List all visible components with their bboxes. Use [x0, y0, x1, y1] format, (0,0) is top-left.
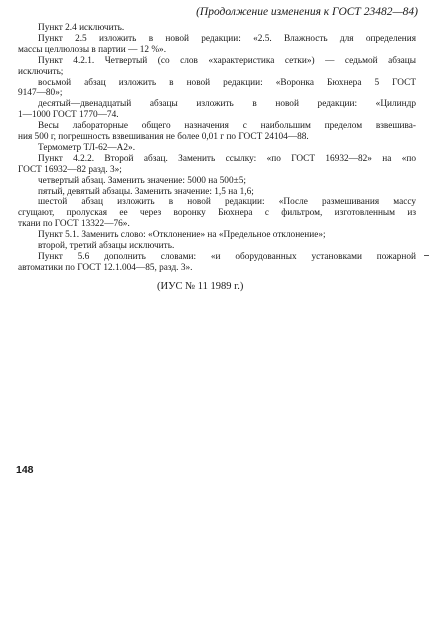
- text-line: десятый—двенадцатый абзацы изложить в новой редакции: «Цилиндр: [38, 99, 416, 110]
- margin-mark: [424, 255, 429, 256]
- text-line: шестой абзац изложить в новой редакции: «После размешивания массу: [38, 197, 416, 208]
- text-line: ния 500 г, погрешность взвешивания не более 0,01 г по ГОСТ 24104—88.: [18, 131, 309, 142]
- text-line: ткани по ГОСТ 13322—76».: [18, 219, 130, 230]
- text-line: Пункт 4.2.2. Второй абзац. Заменить ссылку: «по ГОСТ 16932—82» на «по: [38, 153, 416, 164]
- amendment-text: [18, 23, 416, 293]
- text-line: Пункт 2.4 исключить.: [38, 23, 125, 33]
- text-line: ГОСТ 16932—82 разд. 3»;: [18, 164, 122, 175]
- text-line: исключить;: [18, 66, 64, 77]
- text-line: Пункт 5.1. Заменить слово: «Отклонение» на «Предельное отклонение»;: [38, 230, 326, 241]
- text-line: Пункт 4.2.1. Четвертый (со слов «характеристика сетки») — седьмой абзацы: [38, 55, 416, 66]
- text-line: Весы лабораторные общего назначения с наибольшим пределом взвешива-: [38, 121, 416, 132]
- text-line: 9147—80»;: [18, 88, 63, 99]
- text-line: пятый, девятый абзацы. Заменить значение: 1,5 на 1,6;: [38, 186, 254, 197]
- text-line: Пункт 2.5 изложить в новой редакции: «2.5. Влажность для определения: [38, 33, 416, 44]
- text-line: автоматики по ГОСТ 12.1.004—85, разд. 3».: [18, 262, 193, 273]
- text-line: 1—1000 ГОСТ 1770—74.: [18, 110, 119, 121]
- text-line: массы целлюлозы в партии — 12 %».: [18, 44, 167, 55]
- text-line: сгущают, пролуская ее через воронку Бюхнера с фильтром, изготовленным из: [18, 208, 416, 219]
- text-line: восьмой абзац изложить в новой редакции: «Воронка Бюхнера 5 ГОСТ: [38, 77, 416, 88]
- text-line: Пункт 5.6 дополнить словами: «и оборудованных установками пожарной: [38, 251, 416, 262]
- text-lines: [18, 23, 416, 274]
- text-line: четвертый абзац. Заменить значение: 5000 на 500±5;: [38, 175, 246, 186]
- publication-citation: (ИУС № 11 1989 г.): [157, 280, 244, 292]
- text-line: второй, третий абзацы исключить.: [38, 241, 175, 251]
- running-header: (Продолжение изменения к ГОСТ 23482—84): [196, 6, 418, 18]
- page-number: 148: [16, 464, 34, 476]
- text-line: Термометр ТЛ-62—А2».: [38, 142, 136, 153]
